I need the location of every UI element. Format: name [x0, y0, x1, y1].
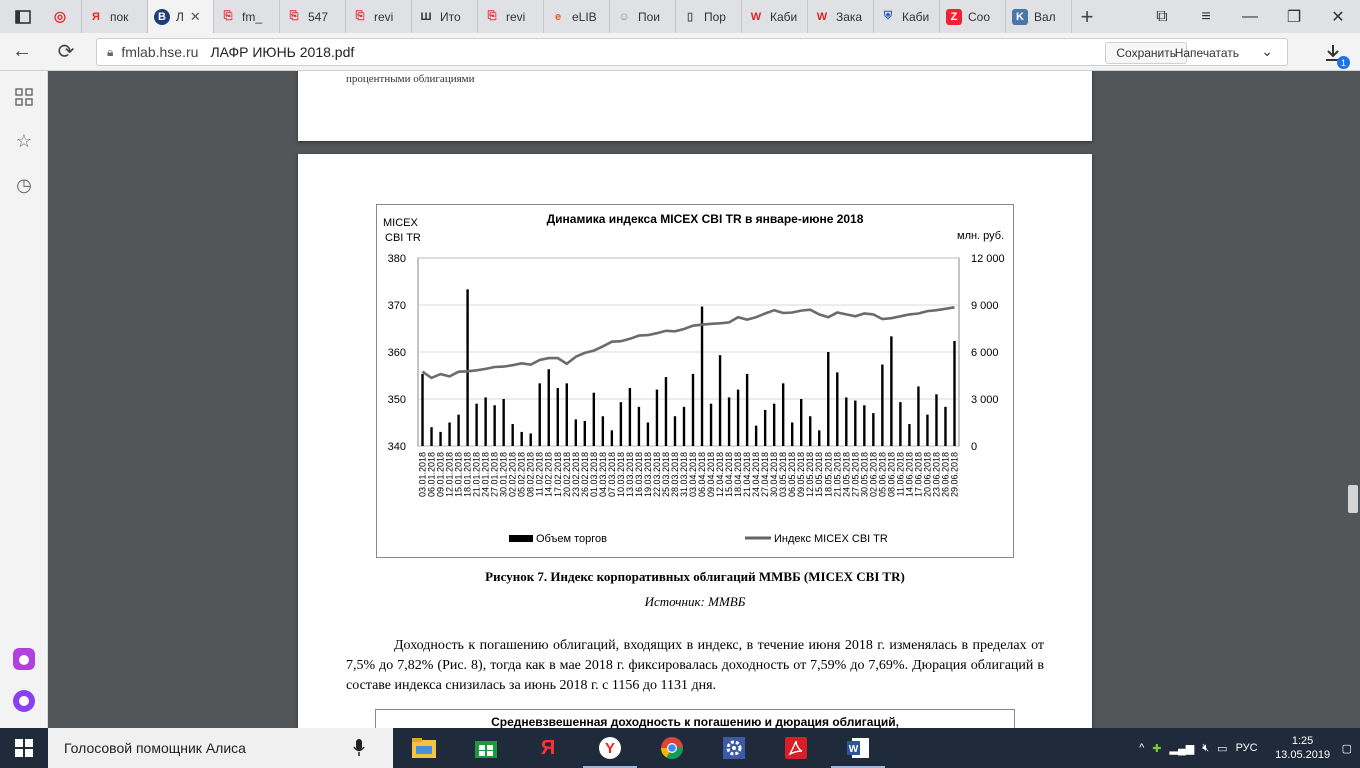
- tab-label: Ито: [440, 9, 461, 24]
- clock-date: 13.05.2019: [1275, 749, 1331, 761]
- print-button[interactable]: Напечатать: [1174, 46, 1239, 60]
- volume-bar: [557, 388, 559, 446]
- volume-bar: [566, 383, 568, 446]
- volume-bar: [782, 383, 784, 446]
- taskbar-store[interactable]: [455, 728, 517, 768]
- tab-4[interactable]: [346, 0, 412, 33]
- x-tick-label: 09.05.2018: [796, 452, 807, 498]
- figure-source: Источник: ММВБ: [644, 594, 746, 609]
- volume-bar: [466, 289, 468, 446]
- tab-11[interactable]: [808, 0, 874, 33]
- x-tick-label: 27.04.2018: [760, 452, 771, 498]
- tab-12[interactable]: [874, 0, 940, 33]
- taskbar-yandex[interactable]: [517, 728, 579, 768]
- doc-icon: ▯: [686, 11, 694, 23]
- x-tick-label: 09.01.2018: [435, 452, 446, 498]
- volume-bar: [854, 401, 856, 446]
- save-button[interactable]: Сохранить: [1105, 42, 1187, 64]
- x-tick-label: 12.04.2018: [715, 452, 726, 498]
- tab-6[interactable]: [478, 0, 544, 33]
- alice-app-icon[interactable]: [12, 647, 36, 671]
- sidebar: [0, 71, 48, 728]
- volume-bar: [899, 402, 901, 446]
- microphone-icon[interactable]: [353, 739, 365, 757]
- clock[interactable]: [1268, 734, 1338, 762]
- volume-bar: [890, 336, 892, 446]
- volume-bar: [430, 427, 432, 446]
- url-field[interactable]: [96, 38, 1288, 66]
- x-tick-label: 12.05.2018: [805, 452, 816, 498]
- taskbar: [0, 728, 1360, 768]
- volume-bar: [935, 394, 937, 446]
- x-tick-label: 20.02.2018: [561, 452, 572, 498]
- tab-label: Зака: [836, 9, 863, 24]
- volume-bar: [836, 372, 838, 446]
- word-icon: [846, 736, 870, 760]
- x-tick-label: 23.02.2018: [570, 452, 581, 498]
- taskbar-yandex-browser[interactable]: [579, 728, 641, 768]
- x-tick-label: 20.06.2018: [922, 452, 933, 498]
- volume-bar: [863, 405, 865, 446]
- x-tick-label: 13.03.2018: [624, 452, 635, 498]
- tab-13[interactable]: [940, 0, 1006, 33]
- bookmarks-icon[interactable]: ⧉: [1156, 7, 1168, 25]
- volume-bar: [926, 415, 928, 446]
- bars-icon: Ш: [420, 10, 432, 23]
- volume-bar: [728, 397, 730, 446]
- tab-8[interactable]: [610, 0, 676, 33]
- tab-5[interactable]: [412, 0, 478, 33]
- volume-bar: [620, 402, 622, 446]
- volume-bar: [701, 307, 703, 446]
- taskbar-acrobat[interactable]: [765, 728, 827, 768]
- target-icon: ◎: [53, 8, 67, 24]
- notifications-icon[interactable]: ▢: [1341, 742, 1352, 755]
- tab-10[interactable]: [742, 0, 808, 33]
- tab-9[interactable]: [676, 0, 742, 33]
- tab-label: Каби: [770, 9, 798, 24]
- y-right-tick-label: 0: [971, 441, 978, 453]
- star-icon[interactable]: ☆: [15, 130, 33, 151]
- x-tick-label: 26.02.2018: [579, 452, 590, 498]
- lock-icon: 🔒︎: [107, 44, 114, 59]
- volume-bar: [457, 415, 459, 446]
- tab-1[interactable]: [148, 0, 214, 33]
- x-tick-label: 30.05.2018: [859, 452, 870, 498]
- volume-bar: [773, 404, 775, 446]
- y-right-tick-label: 12 000: [971, 253, 1005, 265]
- x-tick-label: 28.03.2018: [670, 452, 680, 498]
- volume-bar: [484, 397, 486, 446]
- x-tick-label: 30.01.2018: [498, 452, 509, 498]
- x-tick-label: 30.04.2018: [769, 452, 780, 498]
- voice-assistant-search[interactable]: [48, 728, 393, 768]
- reload-button[interactable]: ⟳: [57, 41, 75, 63]
- volume-bar: [764, 410, 766, 446]
- x-tick-label: 15.01.2018: [453, 452, 464, 498]
- chrome-icon: [660, 736, 684, 760]
- tab-label: revi: [374, 9, 394, 24]
- x-tick-label: 06.01.2018: [426, 452, 437, 498]
- x-tick-label: 22.03.2018: [651, 452, 662, 498]
- volume-bar: [944, 407, 946, 446]
- y-left-tick-label: 370: [387, 300, 406, 312]
- pdf-icon: ⎘: [487, 10, 497, 22]
- x-tick-label: 18.01.2018: [462, 452, 473, 498]
- tab-7[interactable]: [544, 0, 610, 33]
- body-paragraph: Доходность к погашению облигаций, входящих в индекс, в течение июня 2018 г. изменялась в пределах от 7,5% до 7,82% (Рис. 8), тогда как в мае 2018 г. фиксировалась доходность от 7,59% до 7,69%. Дюрация облигаций в составе индекса снизилась за июнь 2018 г. с 1156 до 1131 дня.: [346, 638, 1044, 693]
- tab-label: Каби: [902, 9, 930, 24]
- show-hidden-icon[interactable]: ^: [1139, 742, 1145, 754]
- volume-bar: [502, 399, 504, 446]
- volume-bar: [530, 433, 532, 446]
- x-tick-label: 08.06.2018: [886, 452, 897, 498]
- volume-bar: [539, 383, 541, 446]
- x-tick-label: 21.05.2018: [832, 452, 843, 498]
- x-tick-label: 11.06.2018: [895, 452, 906, 497]
- volume-bar: [475, 404, 477, 446]
- x-tick-label: 06.04.2018: [697, 452, 707, 498]
- tab-label: fm_: [242, 9, 263, 24]
- tab-14[interactable]: [1006, 0, 1072, 33]
- y-left-tick-label: 360: [387, 347, 406, 359]
- x-tick-label: 03.01.2018: [417, 452, 428, 498]
- gear-icon: [722, 736, 746, 760]
- x-tick-label: 14.06.2018: [904, 452, 915, 498]
- tab-label: Л: [176, 9, 184, 24]
- volume-bar: [493, 405, 495, 446]
- w-icon: W: [816, 10, 828, 23]
- network-icon[interactable]: ✚: [1152, 742, 1162, 755]
- search-text: Голосовой помощник Алиса: [64, 740, 246, 756]
- x-tick-label: 06.05.2018: [787, 452, 798, 498]
- window-icon: [15, 10, 31, 24]
- x-tick-label: 14.02.2018: [543, 452, 554, 498]
- tabs-overview-button[interactable]: [0, 0, 46, 33]
- x-tick-label: 10.03.2018: [615, 452, 626, 498]
- pdf-icon: ⎘: [223, 10, 233, 22]
- index-line: [423, 307, 955, 378]
- system-tray: [1139, 728, 1360, 768]
- alice-voice-icon[interactable]: [12, 689, 36, 713]
- y-left-label-1: MICEX: [383, 217, 418, 229]
- next-chart-title: Средневзвешенная доходность к погашению и дюрация облигаций,: [375, 709, 1015, 728]
- legend-bar-swatch: [509, 535, 533, 542]
- folder-icon: [411, 737, 437, 759]
- x-tick-label: 19.03.2018: [642, 452, 653, 498]
- tab-label: 547: [308, 9, 329, 24]
- tab-3[interactable]: [280, 0, 346, 33]
- shield-icon: ⛨: [883, 10, 893, 22]
- volume-bar: [602, 416, 604, 446]
- volume-bar: [448, 423, 450, 447]
- acrobat-icon: [784, 736, 808, 760]
- keyboard-language[interactable]: РУС: [1235, 742, 1258, 754]
- windows-start-button[interactable]: [0, 728, 48, 768]
- y-right-tick-label: 6 000: [971, 347, 999, 359]
- tab-label: eLIB: [572, 9, 597, 24]
- volume-bar: [683, 407, 685, 446]
- apps-grid-icon[interactable]: [12, 85, 36, 109]
- x-tick-label: 16.03.2018: [633, 452, 644, 498]
- back-button[interactable]: ←: [12, 40, 32, 62]
- x-tick-label: 23.06.2018: [931, 452, 942, 498]
- volume-bar: [746, 374, 748, 446]
- w-icon: W: [750, 10, 762, 23]
- pdf-page-previous: [298, 71, 1092, 141]
- taskbar-chrome[interactable]: [641, 728, 703, 768]
- x-tick-label: 15.05.2018: [814, 452, 825, 498]
- y-right-label: млн. руб.: [957, 230, 1005, 242]
- tab-0[interactable]: [82, 0, 148, 33]
- tab-label: Пор: [704, 9, 726, 24]
- volume-bar: [665, 377, 667, 446]
- x-tick-label: 05.06.2018: [877, 452, 888, 498]
- volume-bar: [872, 413, 874, 446]
- address-bar: [0, 33, 1360, 71]
- volume-bar: [611, 430, 613, 446]
- volume-bar: [439, 432, 441, 446]
- volume-bar: [647, 423, 649, 447]
- x-tick-label: 29.06.2018: [949, 452, 960, 498]
- tab-label: Вал: [1034, 9, 1056, 24]
- close-tab-icon[interactable]: ✕: [189, 8, 201, 24]
- volume-bar: [421, 374, 423, 446]
- volume-bar: [737, 390, 739, 446]
- legend-line-label: Индекс MICEX CBI TR: [774, 533, 888, 545]
- x-tick-label: 08.02.2018: [525, 452, 536, 498]
- volume-bar: [845, 397, 847, 446]
- y-left-tick-label: 350: [387, 394, 406, 406]
- zo-icon: Z: [946, 9, 962, 25]
- chevron-down-icon[interactable]: ⌄: [1261, 43, 1273, 59]
- volume-bar: [692, 374, 694, 446]
- restore-button[interactable]: ❐: [1286, 8, 1302, 26]
- volume-bar: [584, 421, 586, 446]
- taskbar-explorer[interactable]: [393, 728, 455, 768]
- x-tick-label: 24.04.2018: [751, 452, 762, 498]
- volume-bar: [593, 393, 595, 446]
- y-left-label-2: CBI TR: [385, 232, 421, 244]
- tab-strip: [0, 0, 1360, 33]
- tab-2[interactable]: [214, 0, 280, 33]
- yandex-browser-icon: [598, 736, 622, 760]
- y-right-tick-label: 3 000: [971, 394, 999, 406]
- menu-icon[interactable]: ≡: [1201, 7, 1211, 25]
- volume-icon[interactable]: 🔇︎: [1202, 741, 1210, 754]
- battery-icon[interactable]: ▭: [1217, 742, 1228, 755]
- x-tick-label: 09.04.2018: [706, 452, 716, 498]
- volume-bar: [710, 404, 712, 446]
- volume-bar: [791, 423, 793, 447]
- pdf-icon: ⎘: [289, 10, 299, 22]
- y-left-tick-label: 380: [387, 253, 406, 265]
- x-tick-label: 25.03.2018: [661, 452, 671, 498]
- pdf-viewer[interactable]: [48, 71, 1360, 728]
- x-tick-label: 15.04.2018: [724, 452, 735, 498]
- volume-bar: [908, 424, 910, 446]
- clock-time: 1:25: [1291, 735, 1314, 747]
- chart-title: Динамика индекса MICEX CBI TR в январе-июне 2018: [546, 212, 864, 226]
- x-tick-label: 31.03.2018: [679, 452, 689, 498]
- taskbar-settings[interactable]: [703, 728, 765, 768]
- x-tick-label: 18.05.2018: [823, 452, 834, 498]
- tab-label: пок: [110, 9, 129, 24]
- x-tick-label: 27.01.2018: [489, 452, 500, 498]
- volume-bar: [800, 399, 802, 446]
- chart-frame: [376, 204, 1014, 558]
- volume-bar: [548, 369, 550, 446]
- scrollbar-thumb[interactable]: [1348, 485, 1358, 513]
- svg-text:Y: Y: [604, 740, 616, 757]
- figure-caption: Рисунок 7. Индекс корпоративных облигаций ММВБ (MICEX CBI TR): [485, 569, 905, 584]
- x-tick-label: 26.06.2018: [940, 452, 951, 498]
- x-tick-label: 02.02.2018: [507, 452, 518, 498]
- x-tick-label: 04.03.2018: [597, 452, 608, 498]
- pdf-page-current: [298, 154, 1092, 728]
- store-icon: [474, 737, 498, 759]
- x-tick-label: 21.01.2018: [471, 452, 482, 498]
- prev-page-text: процентными облигациями: [346, 73, 475, 85]
- x-tick-label: 02.06.2018: [868, 452, 879, 498]
- scrollbar[interactable]: [1346, 71, 1360, 728]
- volume-bar: [917, 386, 919, 446]
- elibrary-icon: e: [554, 10, 562, 23]
- volume-bar: [719, 355, 721, 446]
- url-page-title: ЛАФР ИЮНЬ 2018.pdf: [210, 44, 355, 60]
- volume-bar: [629, 388, 631, 446]
- volume-bar: [674, 416, 676, 446]
- x-tick-label: 03.05.2018: [778, 452, 789, 498]
- hse-icon: В: [154, 9, 170, 25]
- volume-bar: [520, 432, 522, 446]
- url-domain: fmlab.hse.ru: [121, 44, 199, 60]
- x-tick-label: 07.03.2018: [606, 452, 617, 498]
- x-tick-label: 24.01.2018: [480, 452, 491, 498]
- volume-bar: [827, 352, 829, 446]
- y-right-tick-label: 9 000: [971, 300, 999, 312]
- x-tick-label: 24.05.2018: [841, 452, 852, 498]
- close-window-button[interactable]: ✕: [1331, 8, 1345, 26]
- volume-bar: [809, 416, 811, 446]
- x-tick-label: 17.06.2018: [913, 452, 924, 498]
- volume-bar: [953, 341, 955, 446]
- x-tick-label: 27.05.2018: [850, 452, 861, 498]
- pdf-icon: ⎘: [355, 10, 365, 22]
- volume-bar: [575, 419, 577, 446]
- tab-label: Соо: [968, 9, 991, 24]
- volume-bar: [755, 426, 757, 446]
- avatar-icon: ☺: [618, 10, 630, 23]
- tab-label: revi: [506, 9, 526, 24]
- x-tick-label: 12.01.2018: [444, 452, 455, 498]
- yandex-icon: Я: [92, 10, 100, 23]
- vk-icon: K: [1012, 9, 1028, 25]
- downloads-button[interactable]: [1318, 39, 1348, 67]
- windows-icon: [15, 739, 33, 757]
- y-left-tick-label: 340: [387, 441, 406, 453]
- volume-bar: [511, 424, 513, 446]
- yandex-icon: Я: [540, 736, 556, 759]
- volume-bar: [638, 407, 640, 446]
- x-tick-label: 17.02.2018: [552, 452, 563, 498]
- signal-icon[interactable]: ▂▄▆: [1169, 742, 1195, 755]
- history-icon[interactable]: ◷: [16, 174, 32, 195]
- x-tick-label: 01.03.2018: [588, 452, 599, 498]
- svg-text:W: W: [848, 744, 859, 755]
- x-tick-label: 05.02.2018: [516, 452, 527, 498]
- new-tab-button[interactable]: +: [1080, 3, 1094, 29]
- legend-bar-label: Объем торгов: [536, 533, 607, 545]
- tab-label: Пои: [638, 9, 661, 24]
- index-chart: [377, 205, 1013, 557]
- volume-bar: [656, 390, 658, 446]
- download-count-badge: 1: [1337, 56, 1350, 69]
- x-tick-label: 21.04.2018: [742, 452, 753, 498]
- minimize-button[interactable]: —: [1242, 7, 1258, 25]
- x-tick-label: 03.04.2018: [688, 452, 698, 498]
- x-tick-label: 18.04.2018: [733, 452, 744, 498]
- x-tick-label: 11.02.2018: [534, 452, 545, 497]
- volume-bar: [818, 430, 820, 446]
- tab-opera[interactable]: [46, 0, 82, 33]
- volume-bar: [881, 365, 883, 446]
- taskbar-word[interactable]: [827, 728, 889, 768]
